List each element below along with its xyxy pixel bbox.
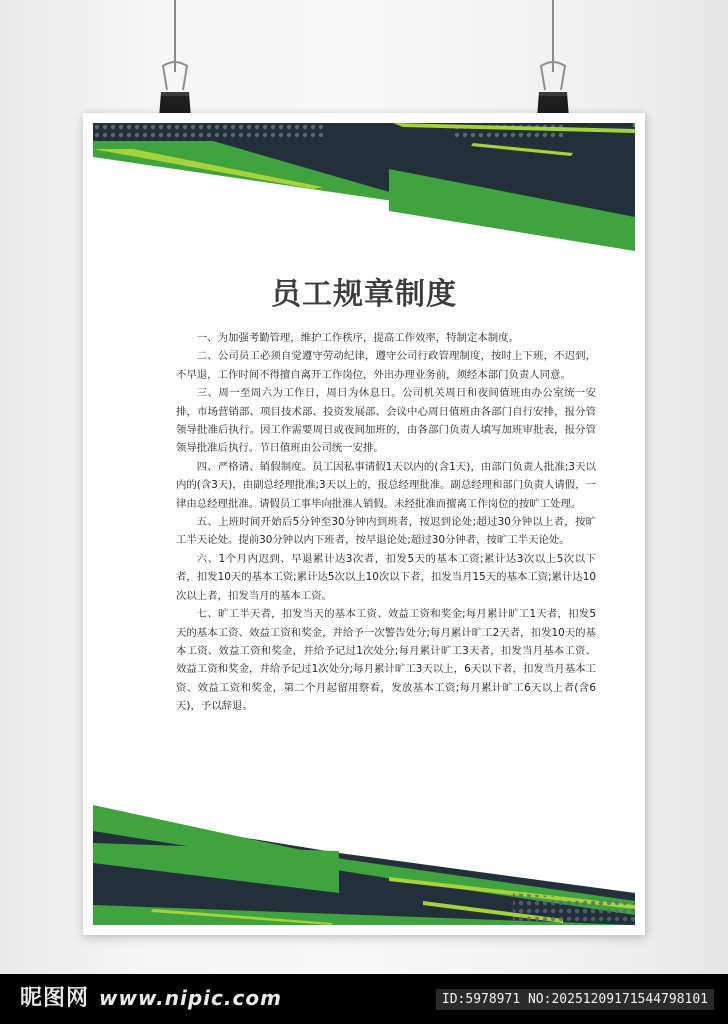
rule-paragraph-7: 七、旷工半天者，扣发当天的基本工资、效益工资和奖金;每月累计旷工1天者，扣发5天的基本工资、效益工资和奖金，并给予一次警告处分;每月累计旷工2天者，扣发10天的基本工资、效益工资和奖金，并给予记过1次处分;每月累计旷工3天者，扣发当月基本工资、效益工资和奖金，并给予记过1次处分;每月累计旷工3天以上，6天以下者，扣发当月基本工资、效益工资和奖金，第二个月起留用察看，发放基本工资;每月累计旷工6天以上者(含6天)，予以辞退。 <box>176 608 596 713</box>
watermark-bar <box>0 974 728 1024</box>
poster-title: 员工规章制度 <box>271 277 457 312</box>
watermark-image-id: ID:5978971 NO:20251209171544798101 <box>436 989 714 1010</box>
watermark-site-name: 昵图网 <box>20 986 90 1011</box>
rule-paragraph-3: 三、周一至周六为工作日，周日为休息日。公司机关周日和夜间值班由办公室统一安排，市场营销部、项目技术部、投资发展部、会议中心周日值班由各部门自行安排，报分管领导批准后执行。因工作需要周日或夜间加班的，由各部门负责人填写加班审批表，报分管领导批准后执行。节日值班由公司统一安排。 <box>176 387 596 455</box>
binder-clip-right-icon <box>535 60 571 120</box>
binder-clip-left-icon <box>157 60 193 120</box>
rule-paragraph-2: 二、公司员工必须自觉遵守劳动纪律，遵守公司行政管理制度，按时上下班，不迟到，不早退，工作时间不得擅自离开工作岗位，外出办理业务前，须经本部门负责人同意。 <box>176 350 596 381</box>
rule-paragraph-4: 四、严格请、销假制度。员工因私事请假1天以内的(含1天)，由部门负责人批准;3天以内的(含3天)，由副总经理批准;3天以上的，报总经理批准。副总经理和部门负责人请假，一律由总经理批准。请假员工事毕向批准人销假。未经批准而擅离工作岗位的按旷工处理。 <box>176 460 596 510</box>
poster <box>83 113 645 935</box>
watermark-site <box>20 981 282 1012</box>
top-dot-texture <box>93 123 323 137</box>
rule-paragraph-5: 五、上班时间开始后5分钟至30分钟内到班者，按迟到论处;超过30分钟以上者，按旷工半天论处。提前30分钟以内下班者，按早退论处;超过30分钟者，按旷工半天论处。 <box>176 516 596 547</box>
rule-paragraph-6: 六、1个月内迟到、早退累计达3次者，扣发5天的基本工资;累计达3次以上5次以下者，扣发10天的基本工资;累计达5次以上10次以下者，扣发当月15天的基本工资;累计达10次以上者，扣发当月的基本工资。 <box>176 552 596 602</box>
poster-content-area <box>93 123 635 925</box>
rules-body <box>176 329 596 716</box>
watermark-site-url: www.nipic.com <box>99 986 282 1010</box>
rule-paragraph-1: 一、为加强考勤管理，维护工作秩序，提高工作效率，特制定本制度。 <box>196 332 519 344</box>
